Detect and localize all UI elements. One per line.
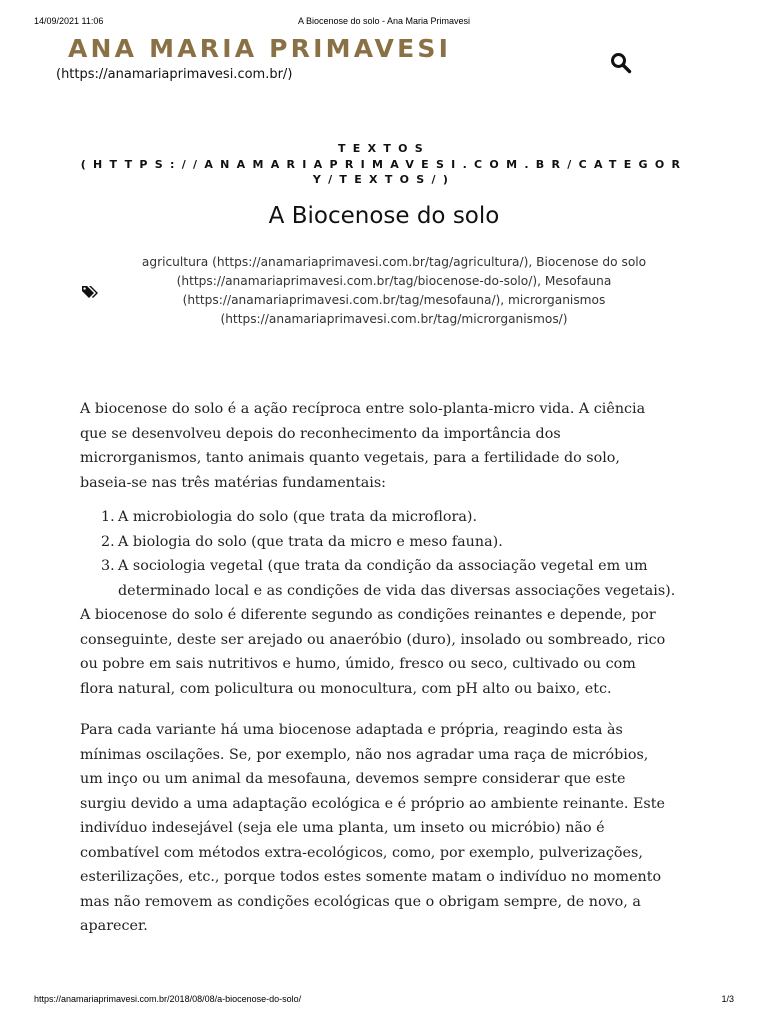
article-body [80, 397, 692, 939]
paragraph-variants [80, 718, 692, 939]
search-icon[interactable] [610, 52, 632, 74]
list-item [80, 530, 692, 555]
list-number: 2. [101, 533, 115, 550]
print-footer [0, 994, 768, 1008]
category-line: Y/TEXTOS/) [312, 173, 456, 186]
print-header [0, 16, 768, 30]
text-line: A biocenose do solo é a ação recíproca entre solo-planta-micro vida. A ciência [80, 401, 646, 417]
list-item [80, 505, 692, 530]
text-line: A microbiologia do solo (que trata da microflora). [118, 509, 478, 525]
text-line: mas não removem as condições ecológicas que o obrigam sempre, de novo, a [80, 893, 641, 910]
text-line: conseguinte, deste ser arejado ou anaeróbio (duro), insolado ou sombreado, rico [80, 631, 666, 648]
text-line: um inço ou um animal da mesofauna, devemos sempre considerar que este [80, 771, 626, 787]
tag-link-line[interactable]: (https://anamariaprimavesi.com.br/tag/mesofauna/), microrganismos [182, 293, 606, 307]
text-line: microrganismos, tanto animais quanto vegetais, para a fertilidade do solo, [80, 450, 620, 466]
text-line: baseia-se nas três matérias fundamentais: [80, 474, 386, 491]
text-line: mínimas oscilações. Se, por exemplo, não nos agradar uma raça de micróbios, [80, 746, 649, 763]
post-title: A Biocenose do solo [268, 203, 500, 229]
text-line: A sociologia vegetal (que trata da condição da associação vegetal em um [118, 558, 648, 574]
fundamentals-list [80, 505, 692, 603]
print-page-title: A Biocenose do solo - Ana Maria Primavesi [297, 16, 471, 26]
site-brand-url[interactable]: (https://anamariaprimavesi.com.br/) [56, 67, 293, 82]
category-line: (HTTPS://ANAMARIAPRIMAVESI.COM.BR/CATEGOR [80, 157, 688, 171]
text-line: flora natural, com policultura ou monocultura, com pH alto ou baixo, etc. [80, 680, 612, 697]
post-tags [104, 253, 684, 329]
category-link[interactable] [60, 141, 708, 188]
site-brand-link[interactable]: ANA MARIA PRIMAVESI [68, 34, 452, 63]
print-url: https://anamariaprimavesi.com.br/2018/08/08/a-biocenose-do-solo/ [34, 994, 302, 1004]
text-line: A biocenose do solo é diferente segundo as condições reinantes e depende, por [80, 607, 656, 623]
tag-link-line[interactable]: (https://anamariaprimavesi.com.br/tag/microrganismos/) [220, 312, 568, 326]
text-line: ou pobre em sais nutritivos e humo, úmido, fresco ou seco, cultivado ou com [80, 656, 636, 672]
list-number: 3. [101, 558, 115, 574]
text-line: surgiu devido a uma adaptação ecológica e é próprio ao ambiente reinante. Este [80, 795, 665, 812]
tags-icon [81, 284, 101, 300]
text-line: aparecer. [80, 918, 148, 934]
paragraph-intro [80, 397, 692, 495]
text-line: combatível com métodos extra-ecológicos, como, por exemplo, pulverizações, [80, 844, 643, 861]
text-line: que se desenvolveu depois do reconhecimento da importância dos [80, 425, 561, 442]
paragraph-conditions [80, 603, 692, 701]
category-line: TEXTOS [337, 142, 431, 155]
list-number: 1. [101, 509, 115, 525]
tag-link-line[interactable]: (https://anamariaprimavesi.com.br/tag/biocenose-do-solo/), Mesofauna [176, 274, 612, 288]
text-line: indivíduo indesejável (seja ele uma planta, um inseto ou micróbio) não é [80, 820, 605, 836]
print-page-number: 1/3 [721, 994, 734, 1004]
text-line: determinado local e as condições de vida das diversas associações vegetais). [118, 582, 676, 599]
tag-link-line[interactable]: agricultura (https://anamariaprimavesi.com.br/tag/agricultura/), Biocenose do solo [141, 255, 647, 269]
print-datetime: 14/09/2021 11:06 [34, 16, 104, 26]
text-line: Para cada variante há uma biocenose adaptada e própria, reagindo esta às [80, 722, 623, 738]
text-line: esterilizações, etc., porque todos estes somente matam o indivíduo no momento [80, 869, 662, 885]
list-item [80, 554, 692, 603]
text-line: A biologia do solo (que trata da micro e meso fauna). [118, 533, 503, 550]
